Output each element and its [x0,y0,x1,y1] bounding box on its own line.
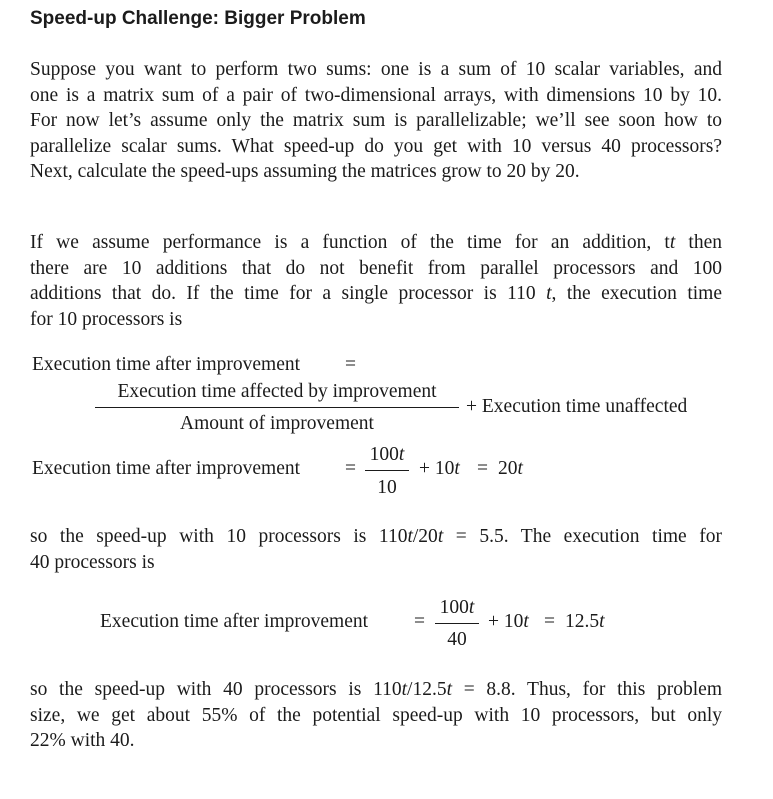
eq3-result-value: 12.5 [565,611,600,632]
eq2-result [498,458,523,480]
eq3-fraction-bar [435,623,479,624]
eq3-result [565,611,605,633]
eq3-denominator: 40 [447,629,467,650]
eq3-equals: = [414,611,425,632]
eq2-plus-term [419,458,460,480]
eq2-num-var: t [398,444,405,465]
speedup10-text: /20 [412,526,438,547]
variable-t: t [669,232,676,253]
speedup40-line [30,677,722,703]
eq3-plus-var: t [523,611,529,632]
eq1-lhs: Execution time after improvement [32,354,301,375]
eq1-fraction-bar [95,407,459,408]
eq2-equals-b: = [477,458,488,479]
speedup40-var: t [446,679,452,700]
speedup10-var: t [437,526,444,547]
eq2-fraction-bar [365,470,409,471]
problem-paragraph [30,57,722,185]
eq2-result-value: 20 [498,458,518,479]
eq3-numerator [432,597,482,619]
eq2-result-var: t [517,458,523,479]
speedup-10-paragraph [30,524,722,575]
speedup40-text: = 8.8. Thus, for this problem [452,679,722,700]
speedup40-line: 22% with 40. [30,730,135,752]
eq3-result-var: t [599,611,605,632]
problem-line: For now let’s assume only the matrix sum is parallelizable; we’ll see soon how to [30,110,722,132]
problem-line: one is a matrix sum of a pair of two-dimensional arrays, with dimensions 10 by 10. [30,84,722,106]
speedup40-var: t [401,679,408,700]
eq2-denominator: 10 [377,477,397,498]
answer-line: for 10 processors is [30,308,183,330]
eq3-lhs: Execution time after improvement [100,611,369,632]
eq2-plus-value: + 10 [419,458,455,479]
speedup-40-paragraph [30,677,722,754]
eq2-num-value: 100 [369,444,399,465]
problem-line: Suppose you want to perform two sums: one is a sum of 10 scalar variables, and [30,59,722,80]
variable-t: t [546,283,552,305]
eq3-plus-value: + 10 [488,611,524,632]
eq2-numerator [362,444,412,466]
speedup10-line: 40 processors is [30,551,155,573]
eq3-equals-b: = [544,611,555,632]
eq3-num-value: 100 [439,597,469,618]
answer-line: additions that do. If the time for a single processor is 110 t, the execution time [30,283,722,305]
eq1-denominator: Amount of improvement [180,413,374,434]
answer-line: If we assume performance is a function of the time for an addition, tt then [30,232,722,253]
speedup10-line [30,524,722,550]
eq2-lhs: Execution time after improvement [32,458,301,479]
eq1-numerator: Execution time affected by improvement [117,381,437,402]
eq1-rhs: + Execution time unaffected [466,396,688,417]
answer-line: there are 10 additions that do not benefit from parallel processors and 100 [30,257,722,279]
eq2-equals: = [345,458,356,479]
problem-line: Next, calculate the speed-ups assuming the matrices grow to 20 by 20. [30,161,580,183]
eq3-num-var: t [468,597,475,618]
speedup10-var: t [407,526,413,547]
speedup10-text: so the speed-up with 10 processors is 110 [30,526,408,547]
problem-line: parallelize scalar sums. What speed-up do you get with 10 versus 40 processors? [30,135,722,157]
speedup40-text: /12.5 [407,679,447,700]
eq3-plus-term [488,611,529,633]
speedup40-text: so the speed-up with 40 processors is 110 [30,679,402,700]
speedup10-text: = 5.5. The execution time for [443,526,722,547]
eq1-equals: = [345,354,356,375]
answer-paragraph [30,230,722,332]
speedup40-line: size, we get about 55% of the potential speed-up with 10 processors, but only [30,704,722,726]
section-title: Speed-up Challenge: Bigger Problem [30,8,366,29]
eq2-plus-var: t [454,458,460,479]
